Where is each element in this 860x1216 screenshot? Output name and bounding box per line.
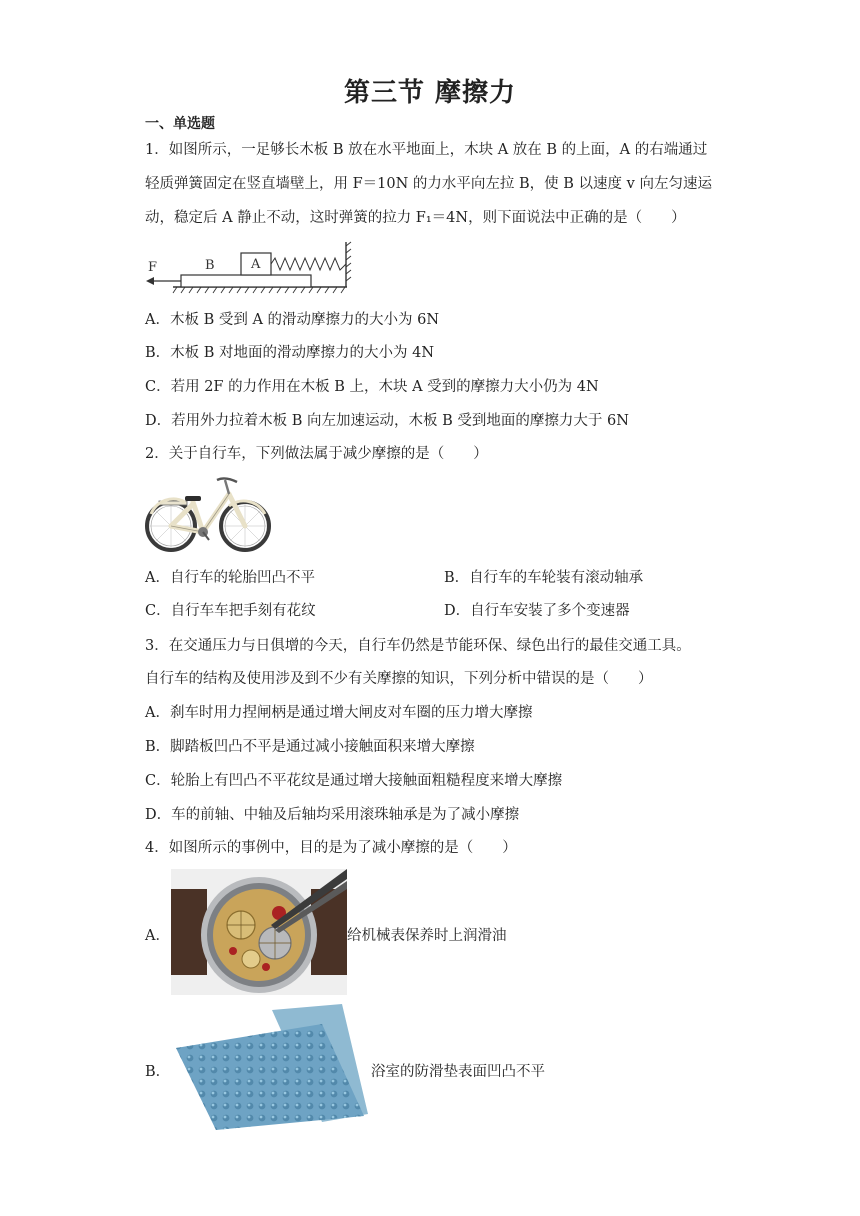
q4-option-b-text: 浴室的防滑垫表面凹凸不平 <box>371 1064 545 1080</box>
q1-stem-line-2: 轻质弹簧固定在竖直墙壁上，用 F＝10N 的力水平向左拉 B，使 B 以速度 v 向左匀速运 <box>145 176 712 192</box>
q2-option-d: D．自行车安装了多个变速器 <box>444 603 630 619</box>
q4-option-a-letter: A． <box>145 928 170 944</box>
spring <box>271 258 346 270</box>
q1-stem-line-1: 1．如图所示，一足够长木板 B 放在水平地面上，木块 A 放在 B 的上面，A 的右端通过 <box>145 142 708 158</box>
q3-option-b: B．脚踏板凹凸不平是通过减小接触面积来增大摩擦 <box>145 739 475 755</box>
q2-option-c: C．自行车车把手刻有花纹 <box>145 603 316 619</box>
bath-mat-image <box>172 1004 368 1132</box>
q2-option-a: A．自行车的轮胎凹凸不平 <box>145 570 315 586</box>
q3-option-c: C．轮胎上有凹凸不平花纹是通过增大接触面粗糙程度来增大摩擦 <box>145 773 563 789</box>
q2-option-b: B．自行车的车轮装有滚动轴承 <box>444 570 644 586</box>
q2-stem: 2．关于自行车，下列做法属于减少摩擦的是（ ） <box>145 446 488 462</box>
force-label: F <box>148 260 158 275</box>
board-b <box>181 275 311 287</box>
q3-stem-line-2: 自行车的结构及使用涉及到不少有关摩擦的知识，下列分析中错误的是（ ） <box>145 671 653 687</box>
q4-stem: 4．如图所示的事例中，目的是为了减小摩擦的是（ ） <box>145 840 517 856</box>
q1-option-c: C．若用 2F 的力作用在木板 B 上，木块 A 受到的摩擦力大小仍为 4N <box>145 379 599 395</box>
q1-option-d: D．若用外力拉着木板 B 向左加速运动，木板 B 受到地面的摩擦力大于 6N <box>145 413 629 429</box>
q4-option-a-text: 给机械表保养时上润滑油 <box>347 928 507 944</box>
q3-option-d: D．车的前轴、中轴及后轴均采用滚珠轴承是为了减小摩擦 <box>145 807 520 823</box>
q1-option-b: B．木板 B 对地面的滑动摩擦力的大小为 4N <box>145 345 435 361</box>
q1-option-a: A．木板 B 受到 A 的滑动摩擦力的大小为 6N <box>145 312 440 328</box>
q4-option-b-letter: B． <box>145 1064 171 1080</box>
watch-oiling-image <box>171 869 347 995</box>
q3-stem-line-1: 3．在交通压力与日俱增的今天，自行车仍然是节能环保、绿色出行的最佳交通工具。 <box>145 638 691 654</box>
bicycle-image <box>145 474 271 558</box>
block-label: A <box>251 257 261 272</box>
page-title: 第三节 摩擦力 <box>343 78 517 108</box>
spring-block-figure <box>143 240 353 296</box>
board-label: B <box>205 258 215 273</box>
section-heading: 一、单选题 <box>145 116 215 132</box>
q1-stem-line-3: 动，稳定后 A 静止不动，这时弹簧的拉力 F₁＝4N，则下面说法中正确的是（ ） <box>145 210 686 226</box>
q3-option-a: A．刹车时用力捏闸柄是通过增大闸皮对车圈的压力增大摩擦 <box>145 705 533 721</box>
